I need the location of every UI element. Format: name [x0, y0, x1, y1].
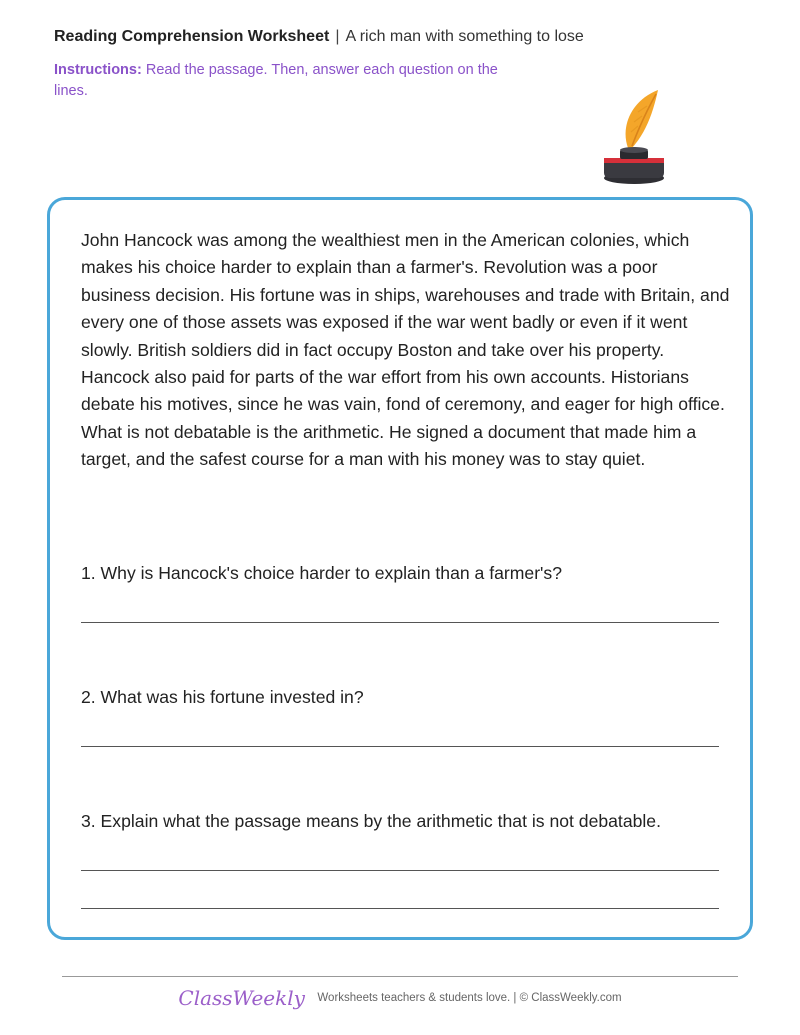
question-2: 2. What was his fortune invested in?: [81, 687, 364, 707]
quill-inkwell-icon: [598, 86, 670, 186]
title-separator: |: [335, 28, 340, 45]
instructions-label: Instructions:: [54, 62, 142, 78]
worksheet-header: [54, 28, 584, 46]
instructions: [54, 60, 514, 102]
worksheet-title: Reading Comprehension Worksheet: [54, 28, 330, 45]
footer-tagline: Worksheets teachers & students love. | © ClassWeekly.com: [317, 992, 622, 1004]
answer-line-2[interactable]: [81, 746, 719, 747]
answer-line-3a[interactable]: [81, 870, 719, 871]
instructions-text: Read the passage. Then, answer each question on the lines.: [54, 62, 498, 99]
footer: [0, 986, 800, 1010]
answer-line-1[interactable]: [81, 622, 719, 623]
brand-logo: ClassWeekly: [178, 986, 305, 1010]
worksheet-subtitle: A rich man with something to lose: [345, 28, 584, 45]
answer-line-3b[interactable]: [81, 908, 719, 909]
question-3: 3. Explain what the passage means by the arithmetic that is not debatable.: [81, 811, 661, 831]
footer-divider: [62, 976, 738, 977]
question-1: 1. Why is Hancock's choice harder to explain than a farmer's?: [81, 563, 562, 583]
reading-passage: John Hancock was among the wealthiest men in the American colonies, which makes his choice harder to explain than a farmer's. Revolution was a poor business decision. His fortune was in ships, warehouses and trade with Britain, and every one of those assets was exposed if the war went badly or even if it went slowly. British soldiers did in fact occupy Boston and take over his property. Hancock also paid for parts of the war effort from his own accounts. Historians debate his motives, since he was vain, fond of ceremony, and eager for high office. What is not debatable is the arithmetic. He signed a document that made him a target, and the safest course for a man with his money was to stay quiet.: [81, 230, 730, 470]
